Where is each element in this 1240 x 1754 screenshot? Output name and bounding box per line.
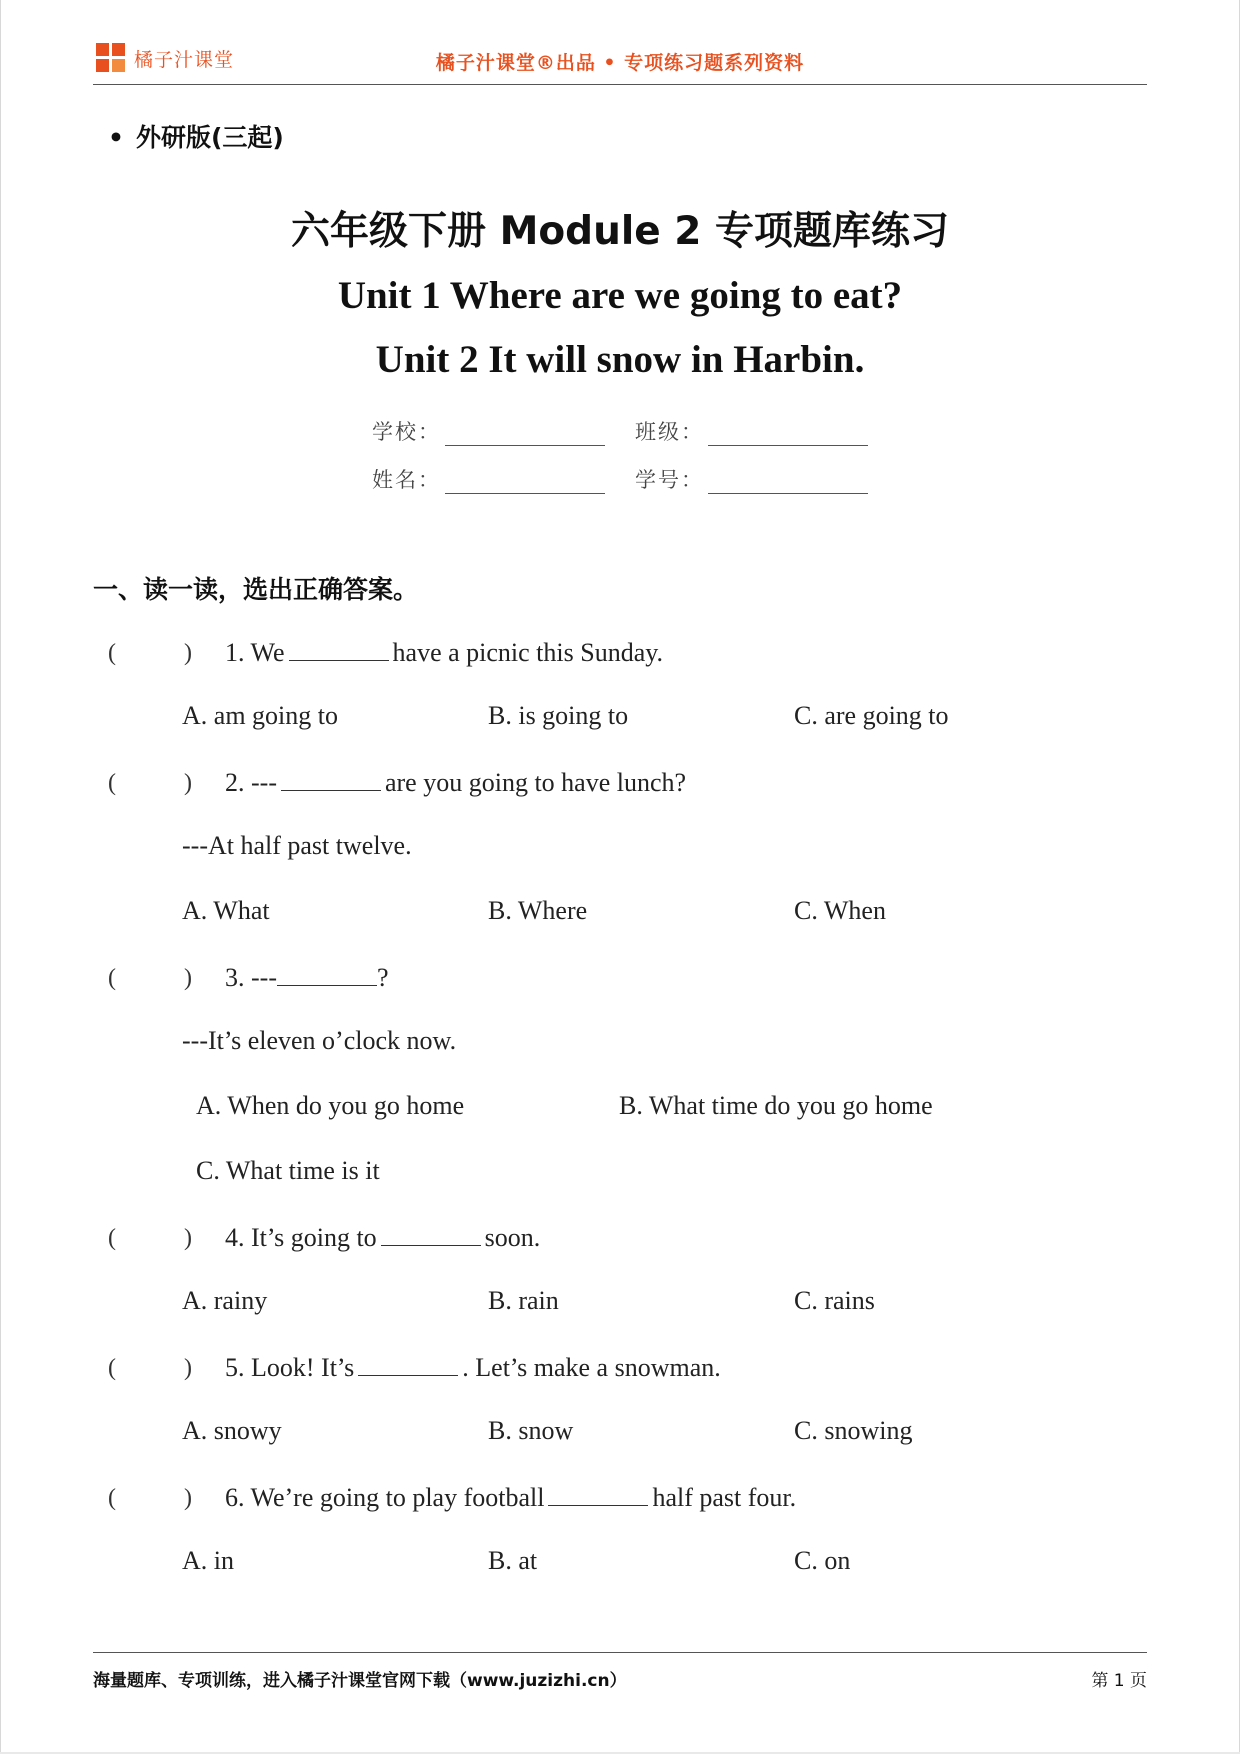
- school-field[interactable]: [372, 398, 605, 446]
- question-text: ?: [376, 963, 389, 992]
- option-a[interactable]: A. rainy: [182, 1286, 268, 1315]
- answer-paren-close[interactable]: ): [184, 1225, 192, 1251]
- option-c[interactable]: C. snowing: [794, 1416, 913, 1445]
- option-c[interactable]: C. rains: [794, 1286, 875, 1315]
- question-text: 5. Look! It’s: [225, 1353, 355, 1382]
- unit2-title: Unit 2 It will snow in Harbin.: [375, 338, 865, 381]
- option-b[interactable]: B. is going to: [488, 701, 629, 730]
- question-text: . Let’s make a snowman.: [462, 1353, 721, 1382]
- school-blank[interactable]: [445, 421, 605, 446]
- question-text: are you going to have lunch?: [384, 768, 687, 797]
- option-a[interactable]: A. snowy: [182, 1416, 282, 1445]
- answer-paren-close[interactable]: ): [184, 770, 192, 796]
- answer-line: ---It’s eleven o’clock now.: [182, 1026, 457, 1055]
- question-text: half past four.: [652, 1483, 797, 1512]
- student-info: [1, 398, 1239, 494]
- unit1-title: Unit 1 Where are we going to eat?: [337, 274, 903, 317]
- edition-label: [108, 118, 284, 154]
- option-c[interactable]: C. What time is it: [196, 1156, 380, 1185]
- option-b[interactable]: B. Where: [488, 896, 588, 925]
- number-field[interactable]: [635, 446, 868, 494]
- answer-paren-close[interactable]: ): [184, 1355, 192, 1381]
- title-block: [1, 200, 1239, 392]
- question-4: [225, 1221, 540, 1253]
- question-1: [225, 636, 663, 668]
- option-b[interactable]: B. snow: [488, 1416, 574, 1445]
- answer-paren-open[interactable]: (: [108, 770, 116, 796]
- option-b[interactable]: B. rain: [488, 1286, 559, 1315]
- edition-text: 外研版(三起): [135, 123, 284, 152]
- page-header: [1, 0, 1239, 90]
- option-c[interactable]: C. on: [794, 1546, 851, 1575]
- header-title: 橘子汁课堂®出品 • 专项练习题系列资料: [435, 52, 805, 74]
- option-a[interactable]: A. am going to: [182, 701, 338, 730]
- name-blank[interactable]: [445, 469, 605, 494]
- class-blank[interactable]: [708, 421, 868, 446]
- option-c[interactable]: C. When: [794, 896, 886, 925]
- number-label: 学号：: [635, 468, 704, 492]
- name-label: 姓名：: [372, 468, 441, 492]
- question-blank[interactable]: [381, 1221, 481, 1246]
- answer-paren-open[interactable]: (: [108, 1485, 116, 1511]
- header-divider: [93, 84, 1147, 85]
- name-field[interactable]: [372, 446, 605, 494]
- option-a[interactable]: A. in: [182, 1546, 234, 1575]
- bullet-icon: •: [108, 123, 124, 152]
- option-a[interactable]: A. What: [182, 896, 270, 925]
- question-text: 6. We’re going to play football: [225, 1483, 545, 1512]
- main-title: 六年级下册 Module 2 专项题库练习: [291, 209, 949, 254]
- school-label: 学校：: [372, 420, 441, 444]
- answer-paren-close[interactable]: ): [184, 1485, 192, 1511]
- question-2: [225, 766, 686, 798]
- footer-promo[interactable]: 海量题库、专项训练，进入橘子汁课堂官网下载（www.juzizhi.cn）: [93, 1671, 627, 1691]
- question-5: [225, 1351, 721, 1383]
- question-blank[interactable]: [277, 961, 377, 986]
- question-blank[interactable]: [548, 1481, 648, 1506]
- question-6: [225, 1481, 796, 1513]
- answer-paren-open[interactable]: (: [108, 965, 116, 991]
- question-blank[interactable]: [289, 636, 389, 661]
- option-a[interactable]: A. When do you go home: [196, 1091, 465, 1120]
- answer-paren-close[interactable]: ): [184, 640, 192, 666]
- section-title: 一、读一读，选出正确答案。: [93, 575, 419, 604]
- question-text: have a picnic this Sunday.: [392, 638, 664, 667]
- answer-paren-close[interactable]: ): [184, 965, 192, 991]
- logo-text: 橘子汁课堂: [134, 48, 235, 71]
- footer-divider: [93, 1652, 1147, 1653]
- option-c[interactable]: C. are going to: [794, 701, 949, 730]
- question-text: 3. ---: [225, 963, 277, 992]
- question-3: [225, 961, 389, 993]
- question-text: 1. We: [225, 638, 285, 667]
- answer-paren-open[interactable]: (: [108, 640, 116, 666]
- question-text: soon.: [484, 1223, 541, 1252]
- question-text: 2. ---: [225, 768, 277, 797]
- answer-line: ---At half past twelve.: [182, 831, 412, 860]
- answer-paren-open[interactable]: (: [108, 1225, 116, 1251]
- page-number: 第 1 页: [1091, 1671, 1147, 1691]
- class-label: 班级：: [635, 420, 704, 444]
- number-blank[interactable]: [708, 469, 868, 494]
- question-blank[interactable]: [358, 1351, 458, 1376]
- question-text: 4. It’s going to: [225, 1223, 377, 1252]
- answer-paren-open[interactable]: (: [108, 1355, 116, 1381]
- option-b[interactable]: B. at: [488, 1546, 538, 1575]
- class-field[interactable]: [635, 398, 868, 446]
- question-blank[interactable]: [281, 766, 381, 791]
- option-b[interactable]: B. What time do you go home: [619, 1091, 933, 1120]
